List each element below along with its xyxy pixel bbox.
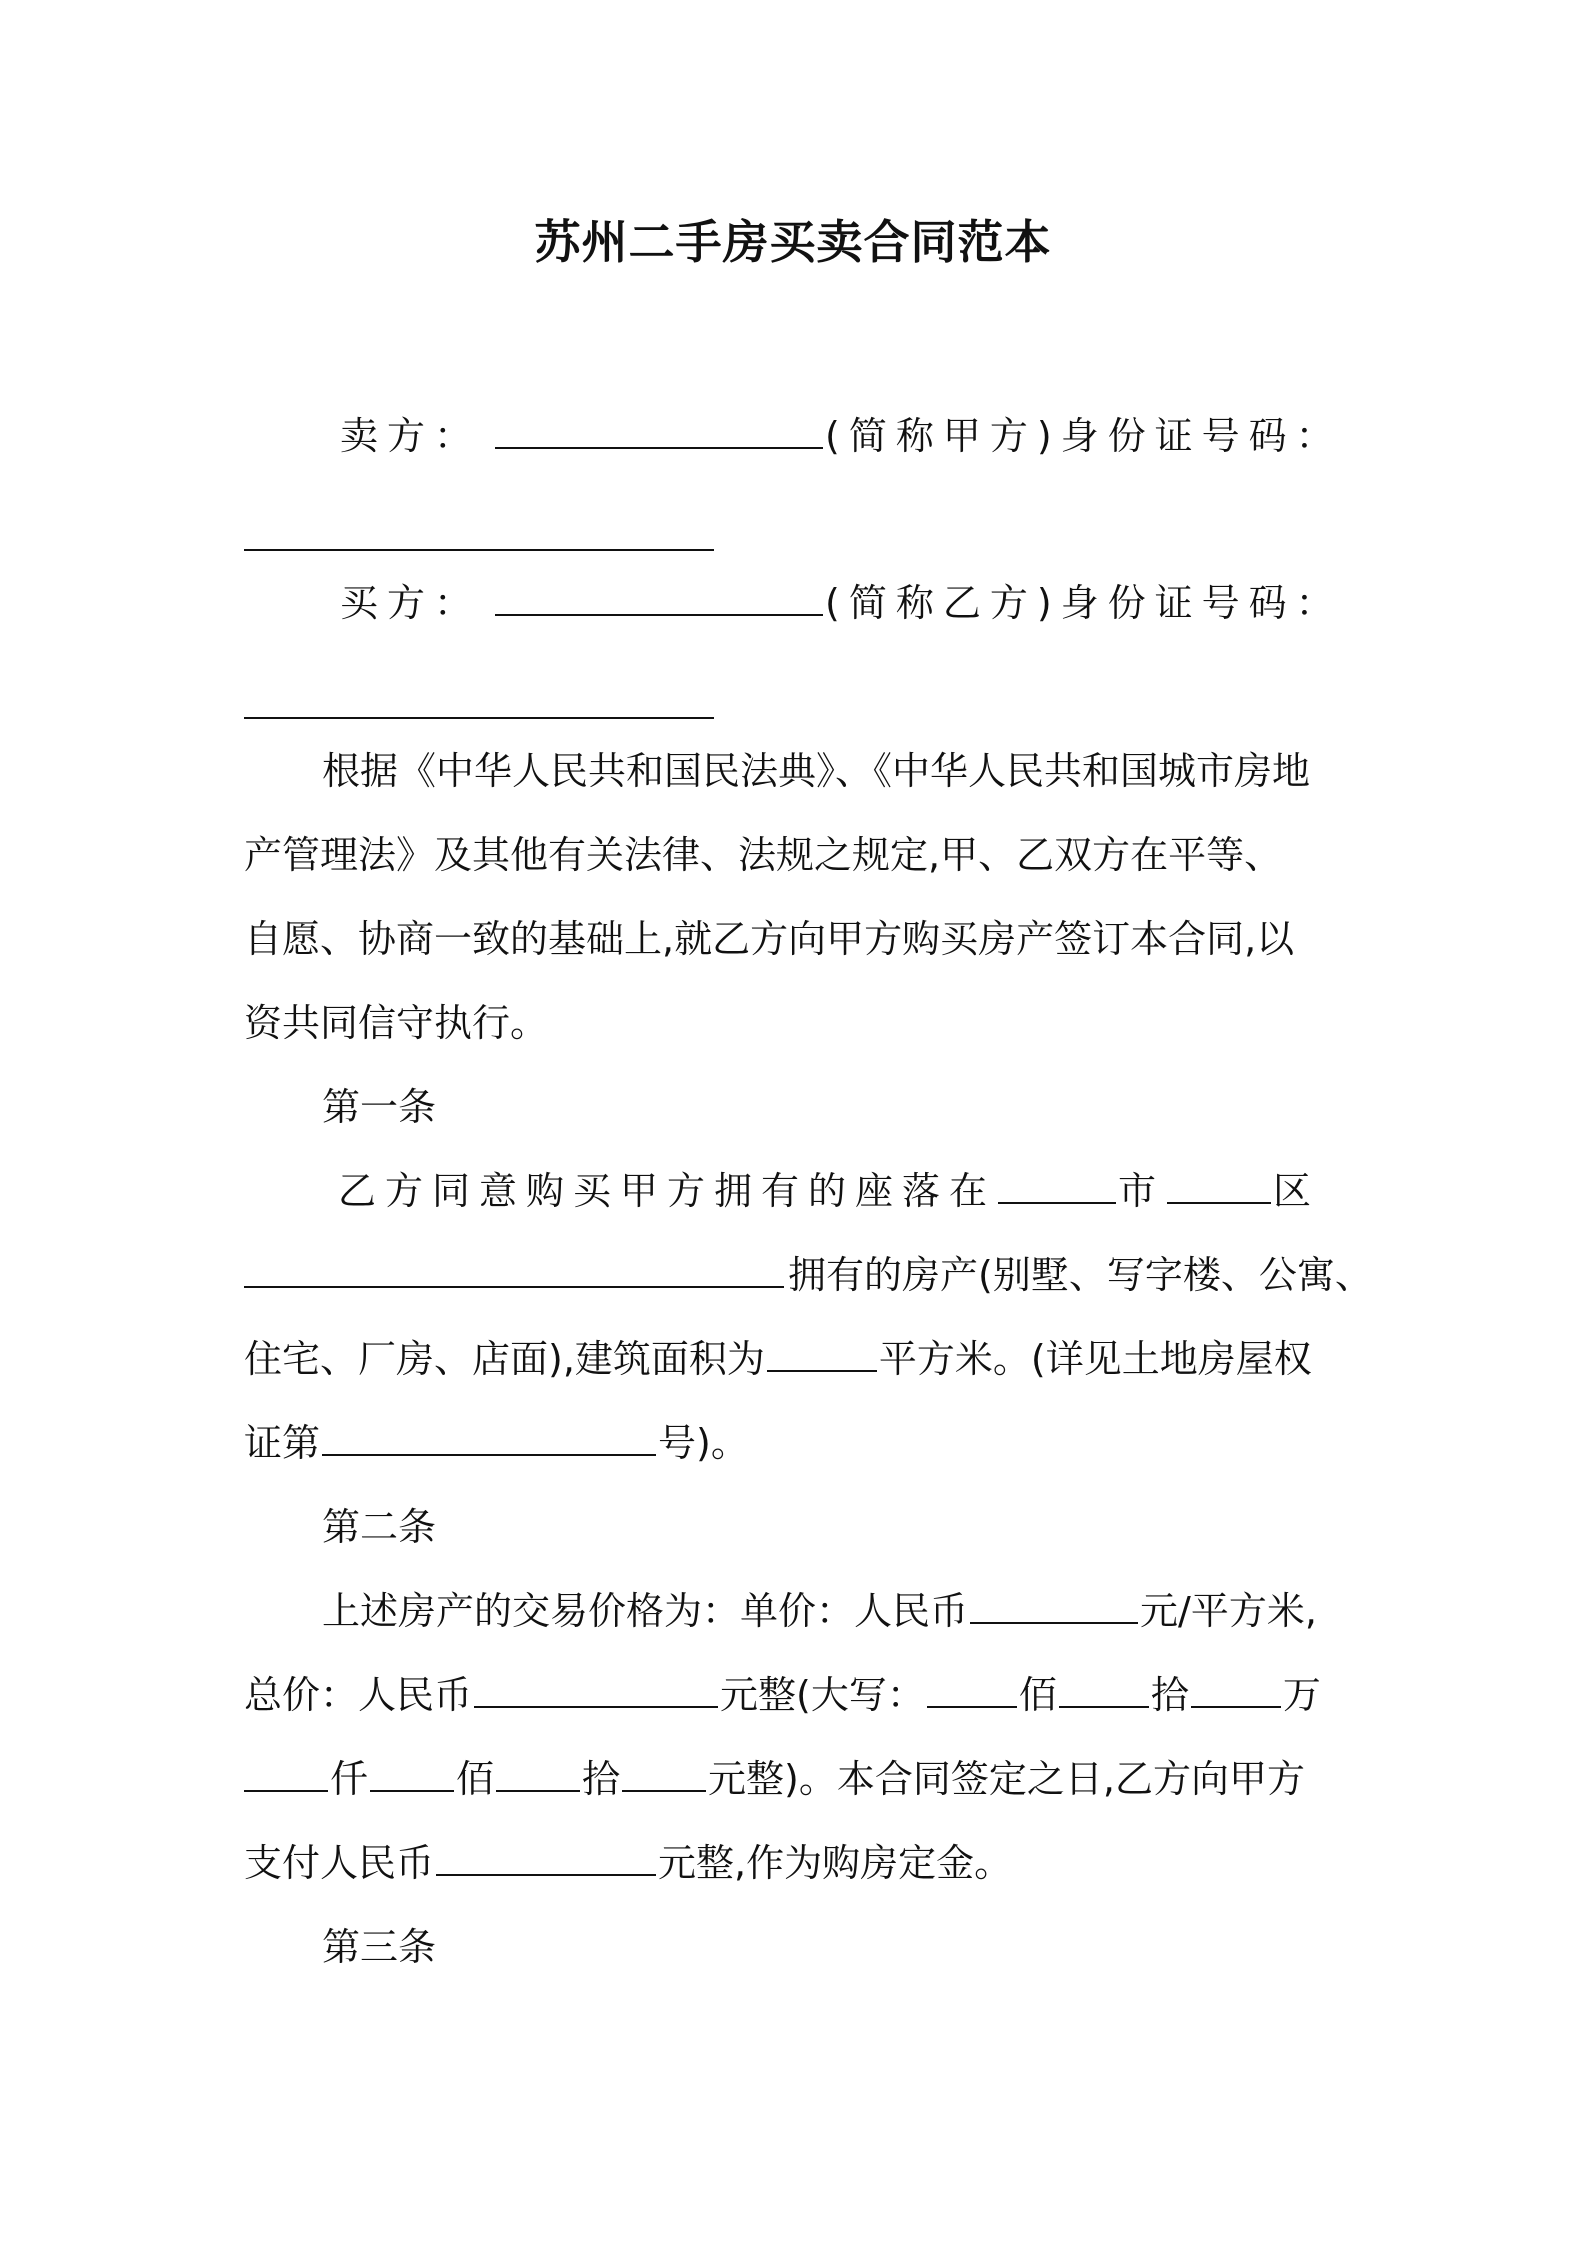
article-1-line-1	[338, 1165, 1320, 1217]
hundred-blank	[370, 1754, 454, 1792]
article-1-location-text: 乙方同意购买甲方拥有的座落在	[338, 1169, 997, 1213]
document-title: 苏州二手房买卖合同范本	[534, 215, 1052, 269]
total-price-text: 总价：人民币	[244, 1673, 473, 1717]
certificate-text: 证第	[244, 1421, 321, 1465]
article-2-line-4	[244, 1837, 1012, 1889]
unit-price-blank	[970, 1586, 1138, 1624]
area-blank	[767, 1334, 877, 1372]
thousand-blank	[244, 1754, 328, 1792]
unit-shi-label-2: 拾	[582, 1757, 621, 1801]
total-price-suffix: 元整(大写：	[720, 1673, 925, 1717]
deposit-text: 支付人民币	[244, 1841, 435, 1885]
preamble-line-4: 资共同信守执行。	[244, 1001, 549, 1045]
buyer-label: 买方：	[340, 581, 482, 625]
preamble-line-3: 自愿、协商一致的基础上,就乙方向甲方购买房产签订本合同,以	[244, 917, 1295, 961]
ten-thousand-blank	[1191, 1670, 1281, 1708]
article-1-heading: 第一条	[322, 1085, 437, 1129]
deposit-suffix: 元整,作为购房定金。	[658, 1841, 1013, 1885]
preamble-line-2: 产管理法》及其他有关法律、法规之规定,甲、乙双方在平等、	[244, 833, 1283, 877]
address-blank	[244, 1250, 784, 1288]
buyer-id-blank	[244, 681, 714, 719]
district-label: 区	[1273, 1169, 1321, 1213]
ten-million-blank	[1059, 1670, 1149, 1708]
area-unit-text: 平方米。(详见土地房屋权	[878, 1337, 1312, 1381]
article-2-line-2	[244, 1669, 1321, 1721]
city-label: 市	[1118, 1169, 1166, 1213]
property-type-text: 拥有的房产(别墅、写字楼、公寓、	[788, 1253, 1373, 1297]
ten-blank	[496, 1754, 580, 1792]
deposit-intro-text: 元整)。本合同签定之日,乙方向甲方	[708, 1757, 1305, 1801]
buyer-name-blank	[495, 578, 823, 616]
article-2-line-3	[244, 1753, 1305, 1805]
article-1-line-3	[244, 1333, 1312, 1385]
certificate-blank	[322, 1418, 656, 1456]
unit-price-text: 上述房产的交易价格为：单价：人民币	[322, 1589, 969, 1633]
certificate-suffix: 号)。	[658, 1421, 749, 1465]
article-1-line-2	[244, 1249, 1373, 1301]
unit-bai-label: 佰	[1018, 1673, 1057, 1717]
article-2-line-1	[322, 1585, 1317, 1637]
preamble-line-1: 根据《中华人民共和国民法典》、《中华人民共和国城市房地	[322, 749, 1311, 793]
seller-line	[340, 410, 1343, 462]
deposit-blank	[436, 1838, 656, 1876]
seller-id-blank	[244, 513, 714, 551]
yuan-blank	[622, 1754, 706, 1792]
seller-name-blank	[495, 411, 823, 449]
area-text: 住宅、厂房、店面),建筑面积为	[244, 1337, 765, 1381]
unit-price-suffix: 元/平方米,	[1140, 1589, 1317, 1633]
seller-label: 卖方：	[340, 414, 482, 458]
article-3-heading: 第三条	[322, 1925, 437, 1969]
article-1-line-4	[244, 1417, 749, 1469]
unit-wan-label: 万	[1282, 1673, 1321, 1717]
hundred-million-blank	[927, 1670, 1017, 1708]
buyer-line	[340, 577, 1343, 629]
unit-qian-label: 仟	[330, 1757, 369, 1801]
district-blank	[1167, 1166, 1271, 1204]
total-price-blank	[474, 1670, 718, 1708]
unit-shi-label: 拾	[1150, 1673, 1189, 1717]
unit-bai-label-2: 佰	[456, 1757, 495, 1801]
seller-note: (简称甲方)身份证号码：	[825, 414, 1343, 458]
buyer-id-line	[244, 680, 714, 732]
seller-id-line	[244, 512, 714, 564]
article-2-heading: 第二条	[322, 1505, 437, 1549]
buyer-note: (简称乙方)身份证号码：	[825, 581, 1343, 625]
city-blank	[998, 1166, 1116, 1204]
